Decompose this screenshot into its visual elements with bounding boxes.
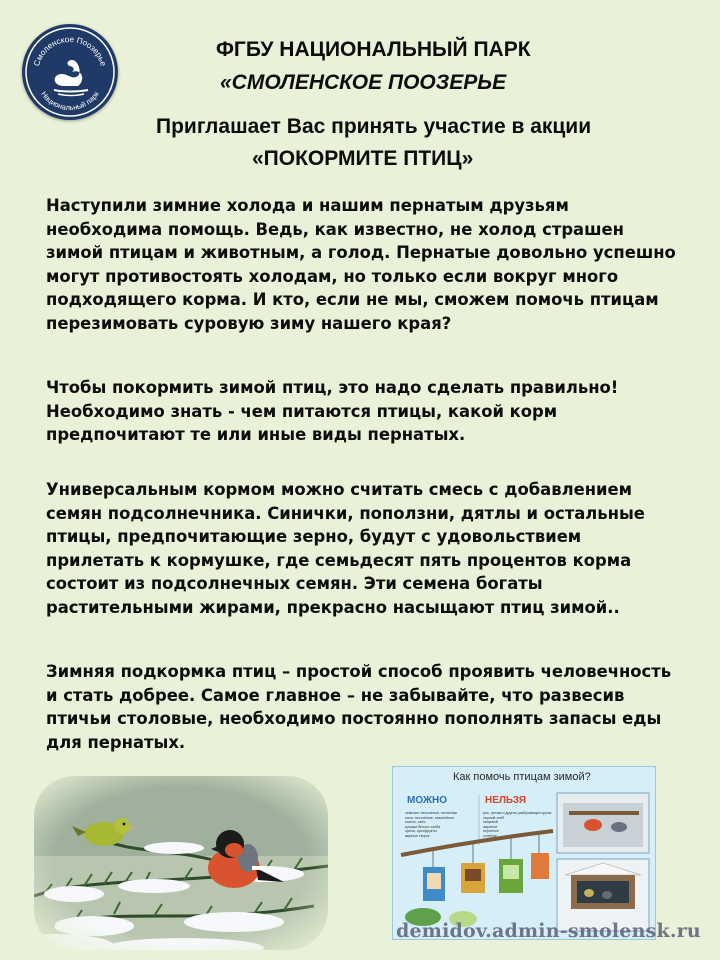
paragraph-how-to-feed: Чтобы покормить зимой птиц, это надо сделать правильно! Необходимо знать - чем питаются птицы, какой корм предпочитают те или иные виды пернатых. [46,378,619,445]
list-item: перчёное [483,829,499,834]
list-item: черный хлеб [483,815,505,820]
header-invitation: Приглашает Вас принять участие в акции [156,115,592,138]
poster-illustration [393,767,655,939]
header-park-name: ФГБУ НАЦИОНАЛЬНЫЙ ПАРК [216,38,531,61]
list-item: жареное [483,824,498,829]
list-item: солёное [483,833,497,838]
header-campaign-name: «ПОКОРМИТЕ ПТИЦ» [252,147,474,170]
svg-text:Национальный парк [39,89,101,112]
header-park-title: «СМОЛЕНСКОЕ ПООЗЕРЬЕ [220,71,507,94]
park-logo [22,24,118,120]
poster-title: Как помочь птицам зимой? [453,771,591,783]
logo-text-bottom: Национальный парк [39,89,101,113]
poster-forbidden-heading: НЕЛЬЗЯ [485,795,527,806]
list-item: пищевой [483,820,498,825]
list-item: семечки: несоленые, неспелые [405,811,458,815]
list-item: рис, гречка и другие разбухающие крупы [483,811,552,815]
paragraph-intro: Наступили зимние холода и нашим пернатым друзьям необходима помощь. Ведь, как известно, не холод страшен зимой птицам и животным, а голод. Пернатые довольно успешно могут противостоять холодам, но только если вокруг много подходящего корма. И кто, если не мы, сможем помочь птицам перезимовать суровую зиму нашего края? [46,196,676,333]
list-item: сало: несолёное, некопчёное [405,815,455,820]
list-item: жирные творог [405,833,430,838]
paragraph-universal-feed: Универсальным кормом можно считать смесь с добавлением семян подсолнечника. Синички, поползни, дятлы и остальные птицы, предпочитающие зерно, будут с удовольствием прилетать к кормушке, где семьдесят пять процентов корма состоит из подсолнечных семян. Эти семена богаты растительными жирами, прекрасно насыщают птиц зимой.. [46,480,645,617]
list-item: крошки белого хлеба [405,824,441,829]
logo-text-top: Смоленское Поозерье [32,34,108,68]
poster-allowed-heading: МОЖНО [407,795,448,806]
swan-icon [22,24,118,120]
birds-photo [34,776,328,950]
feeding-poster [392,766,656,940]
list-item: орехи, сухофрукты [405,829,437,834]
website-watermark: demidov.admin-smolensk.ru [396,920,701,942]
paragraph-conclusion: Зимняя подкормка птиц – простой способ проявить человечность и стать добрее. Самое главное – не забывайте, что развесив птичьи столовые, необходимо постоянно пополнять запасы еды для пернатых. [46,662,672,752]
list-item: пшено, овёс [405,820,426,825]
